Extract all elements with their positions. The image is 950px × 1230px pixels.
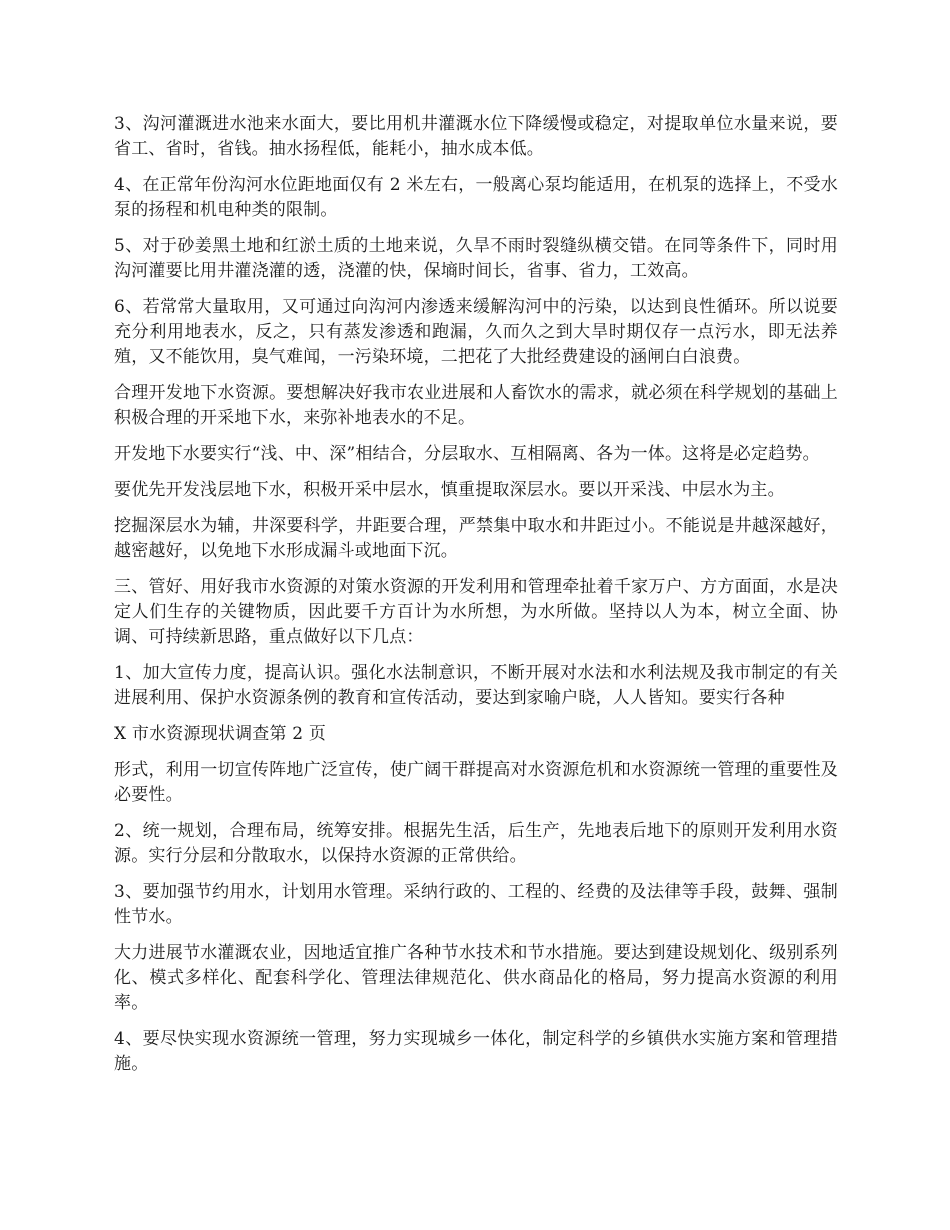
paragraph-4-water-level: 4、在正常年份沟河水位距地面仅有 2 米左右，一般离心泵均能适用，在机泵的选择上，不受水泵的扬程和机电种类的限制。 bbox=[114, 175, 838, 220]
paragraph-2-planning: 2、统一规划，合理布局，统筹安排。根据先生活，后生产，先地表后地下的原则开发利用水资源。实行分层和分散取水，以保持水资源的正常供给。 bbox=[114, 821, 838, 866]
paragraph-section-three: 三、管好、用好我市水资源的对策水资源的开发利用和管理牵扯着千家万户、方方面面，水是决定人们生存的关键物质，因此要千方百计为水所想，为水所做。坚持以人为本，树立全面、协调、可持续新思路，重点做好以下几点： bbox=[114, 577, 838, 647]
paragraph-deep-water: 挖掘深层水为辅，井深要科学，井距要合理，严禁集中取水和井距过小。不能说是井越深越好，越密越好，以免地下水形成漏斗或地面下沉。 bbox=[114, 516, 838, 561]
paragraph-6-pollution: 6、若常常大量取用，又可通过向沟河内渗透来缓解沟河中的污染，以达到良性循环。所以说要充分利用地表水，反之，只有蒸发渗透和跑漏，久而久之到大旱时期仅存一点污水，即无法养殖，又不能饮用，臭气难闻，一污染环境，二把花了大批经费建设的涵闸白白浪费。 bbox=[114, 297, 838, 367]
paragraph-shallow-priority: 要优先开发浅层地下水，积极开采中层水，慎重提取深层水。要以开采浅、中层水为主。 bbox=[114, 480, 785, 500]
paragraph-irrigation-agriculture: 大力进展节水灌溉农业，因地适宜推广各种节水技术和节水措施。要达到建设规划化、级别系列化、模式多样化、配套科学化、管理法律规范化、供水商品化的格局，努力提高水资源的利用率。 bbox=[114, 943, 838, 1013]
paragraph-3-water-saving: 3、要加强节约用水，计划用水管理。采纳行政的、工程的、经费的及法律等手段，鼓舞、强制性节水。 bbox=[114, 882, 838, 927]
paragraph-5-soil-type: 5、对于砂姜黑土地和红淤土质的土地来说，久旱不雨时裂缝纵横交错。在同等条件下，同时用沟河灌要比用井灌浇灌的透，浇灌的快，保墒时间长，省事、省力，工效高。 bbox=[114, 236, 838, 281]
paragraph-layered-extraction: 开发地下水要实行“浅、中、深”相结合，分层取水、互相隔离、各为一体。这将是必定趋势。 bbox=[114, 444, 820, 464]
paragraph-3-canal-irrigation: 3、沟河灌溉进水池来水面大，要比用机井灌溉水位下降缓慢或稳定，对提取单位水量来说，要省工、省时，省钱。抽水扬程低，能耗小，抽水成本低。 bbox=[114, 114, 838, 159]
paragraph-4-unified-management: 4、要尽快实现水资源统一管理，努力实现城乡一体化，制定科学的乡镇供水实施方案和管理措施。 bbox=[114, 1029, 838, 1074]
paragraph-1-publicity: 1、加大宣传力度，提高认识。强化水法制意识，不断开展对水法和水利法规及我市制定的有关进展利用、保护水资源条例的教育和宣传活动，要达到家喻户晓，人人皆知。要实行各种 bbox=[114, 663, 838, 708]
page-heading: X 市水资源现状调查第 2 页 bbox=[114, 724, 327, 744]
paragraph-groundwater-development: 合理开发地下水资源。要想解决好我市农业进展和人畜饮水的需求，就必须在科学规划的基础上积极合理的开采地下水，来弥补地表水的不足。 bbox=[114, 383, 838, 428]
paragraph-publicity-continued: 形式，利用一切宣传阵地广泛宣传，使广阔干群提高对水资源危机和水资源统一管理的重要性及必要性。 bbox=[114, 760, 838, 805]
